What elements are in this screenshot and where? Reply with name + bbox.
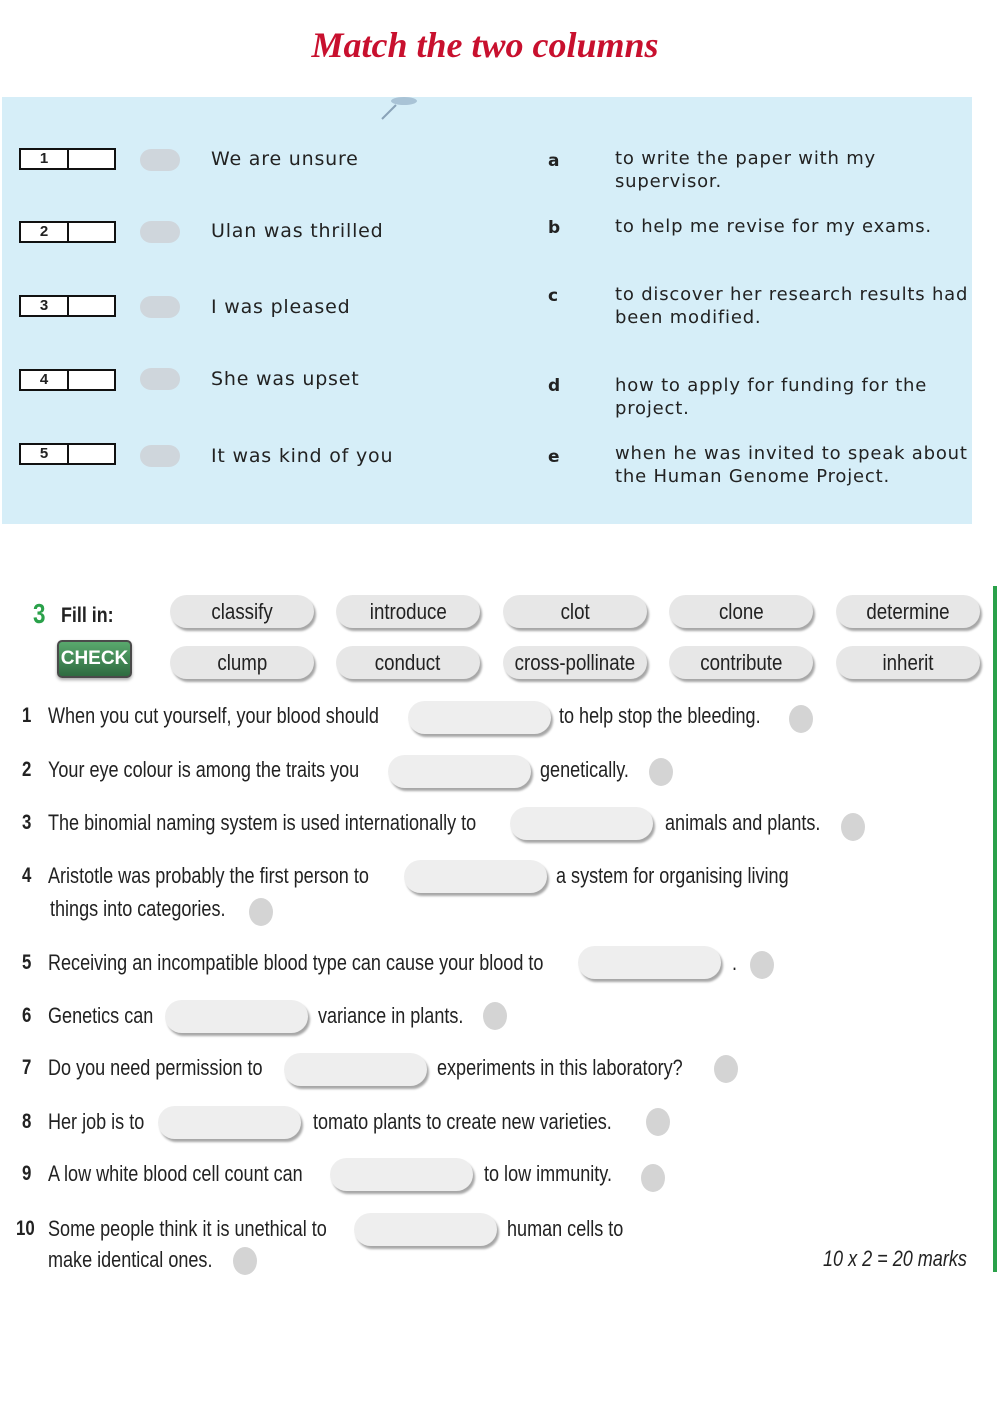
match-right-text: to help me revise for my exams. [615,216,932,237]
answer-status-dot [841,813,865,841]
word-chip[interactable]: classify [170,595,314,628]
match-letter: c [548,286,559,306]
question-text-after: animals and plants. [665,810,821,835]
match-letter: e [548,447,560,467]
match-number-box[interactable]: 1 [19,148,116,170]
question-text-after: genetically. [540,757,629,782]
match-left-text: It was kind of you [211,445,394,467]
marks-total: 10 x 2 = 20 marks [823,1246,967,1271]
match-right-text: when he was invited to speak about the Human Genome Project. [615,443,968,487]
match-right-text: how to apply for funding for the project. [615,375,928,419]
section-divider [993,586,997,1272]
question-text-after: to help stop the bleeding. [559,703,761,728]
answer-status-dot [140,445,180,467]
answer-blank[interactable] [158,1106,301,1139]
match-left-text: Ulan was thrilled [211,220,384,242]
question-text: Aristotle was probably the first person to [48,863,369,888]
question-number: 7 [22,1056,32,1079]
question-text: Genetics can [48,1003,154,1028]
word-chip[interactable]: clot [503,595,647,628]
answer-status-dot [233,1247,257,1275]
word-chip[interactable]: introduce [336,595,480,628]
match-left-text: We are unsure [211,148,359,170]
answer-blank[interactable] [578,946,721,979]
match-number-box[interactable]: 2 [19,221,116,243]
word-chip[interactable]: determine [836,595,980,628]
question-text: A low white blood cell count can [48,1161,303,1186]
word-chip[interactable]: clump [170,646,314,679]
answer-status-dot [714,1055,738,1083]
question-text-after: to low immunity. [484,1161,612,1186]
word-chip[interactable]: conduct [336,646,480,679]
word-chip[interactable]: cross-pollinate [503,646,647,679]
answer-status-dot [140,296,180,318]
answer-blank[interactable] [165,1000,308,1033]
question-number: 1 [22,704,32,727]
question-text-continued: things into categories. [50,896,226,921]
match-number-box[interactable]: 4 [19,369,116,391]
question-number: 6 [22,1004,32,1027]
question-text-after: . [732,950,738,975]
word-chip[interactable]: clone [669,595,813,628]
question-text: Your eye colour is among the traits you [48,757,360,782]
match-right-text: to write the paper with my supervisor. [615,148,877,192]
match-letter: d [548,376,561,396]
match-number-box[interactable]: 5 [19,443,116,465]
match-letter: a [548,151,560,171]
answer-status-dot [249,898,273,926]
section-number: 3 [33,598,46,629]
answer-status-dot [750,951,774,979]
question-number: 2 [22,758,32,781]
answer-status-dot [646,1108,670,1136]
question-number: 5 [22,951,32,974]
question-number: 8 [22,1110,32,1133]
pin-icon [378,97,418,121]
answer-blank[interactable] [354,1213,497,1246]
answer-status-dot [483,1002,507,1030]
answer-blank[interactable] [408,701,551,734]
answer-blank[interactable] [284,1053,427,1086]
answer-blank[interactable] [388,755,531,788]
match-left-text: I was pleased [211,296,351,318]
question-text: Some people think it is unethical to [48,1216,327,1241]
match-letter: b [548,218,561,238]
question-text-after: experiments in this laboratory? [437,1055,683,1080]
question-text: Her job is to [48,1109,145,1134]
question-text-after: variance in plants. [318,1003,464,1028]
answer-status-dot [140,149,180,171]
answer-status-dot [789,705,813,733]
answer-status-dot [641,1164,665,1192]
check-button[interactable]: CHECK [57,640,132,678]
word-chip[interactable]: inherit [836,646,980,679]
question-number: 3 [22,811,32,834]
question-text-after: a system for organising living [556,863,789,888]
question-text: When you cut yourself, your blood should [48,703,379,728]
question-number: 4 [22,864,32,887]
answer-status-dot [649,758,673,786]
answer-blank[interactable] [330,1158,473,1191]
word-chip[interactable]: contribute [669,646,813,679]
match-right-text: to discover her research results had been modified. [615,284,969,328]
question-number: 9 [22,1162,32,1185]
question-text: The binomial naming system is used internationally to [48,810,477,835]
answer-status-dot [140,368,180,390]
question-text-continued: make identical ones. [48,1247,213,1272]
question-text: Do you need permission to [48,1055,263,1080]
question-number: 10 [16,1217,35,1240]
question-text-after: human cells to [507,1216,624,1241]
match-number-box[interactable]: 3 [19,295,116,317]
fill-in-label: Fill in: [61,604,114,627]
question-text-after: tomato plants to create new varieties. [313,1109,612,1134]
question-text: Receiving an incompatible blood type can cause your blood to [48,950,544,975]
page-title: Match the two columns [311,25,659,65]
match-left-text: She was upset [211,368,360,390]
answer-blank[interactable] [404,860,547,893]
answer-status-dot [140,221,180,243]
answer-blank[interactable] [510,807,653,840]
